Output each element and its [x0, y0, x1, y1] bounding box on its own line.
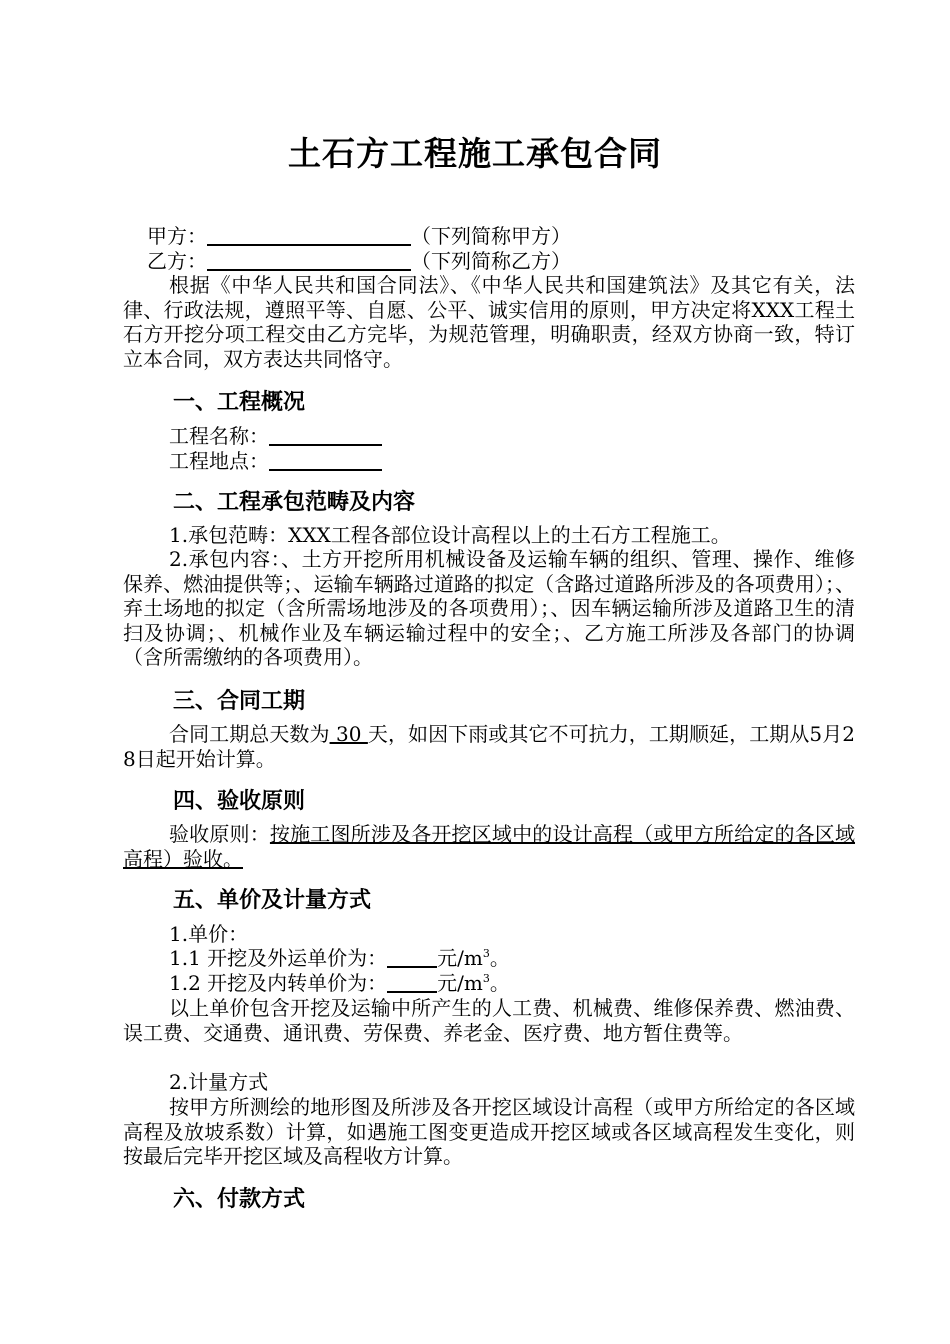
- project-location-blank: [269, 449, 382, 471]
- price-1-2-blank: [387, 971, 437, 993]
- unit-price-label: 1.单价：: [169, 922, 249, 946]
- party-a-line: [147, 224, 887, 249]
- project-location-line: [169, 449, 909, 474]
- section-2-heading: 二、工程承包范畴及内容: [173, 490, 416, 515]
- price-1-1-unit-sup: 3: [482, 947, 490, 960]
- duration-text-before: 合同工期总天数为: [169, 722, 330, 746]
- measure-label: 2.计量方式: [169, 1070, 269, 1094]
- price-1-2-unit-sup: 3: [482, 972, 490, 985]
- page-title: 土石方工程施工承包合同: [288, 134, 662, 173]
- party-b-line: [147, 249, 887, 274]
- measure-paragraph: 按甲方所测绘的地形图及所涉及各开挖区域设计高程（或甲方所给定的各区域高程及放坡系数）计算，如遇施工图变更造成开挖区域或各区域高程发生变化，则按最后完毕开挖区域及高程收方计算。: [123, 1095, 855, 1168]
- acceptance-text: 按施工图所涉及各开挖区域中的设计高程（或甲方所给定的各区域高程）验收。: [123, 822, 856, 871]
- project-name-blank: [269, 424, 382, 446]
- section-5-heading: 五、单价及计量方式: [173, 888, 372, 913]
- section-6-heading: 六、付款方式: [173, 1187, 306, 1212]
- price-1-1-blank: [387, 946, 437, 968]
- party-a-label: 甲方：: [147, 224, 207, 248]
- price-1-2-label: 1.2 开挖及内转单价为：: [169, 971, 388, 995]
- duration-days: 30: [329, 722, 368, 746]
- scope-item-1: 1.承包范畴：XXX工程各部位设计高程以上的土石方工程施工。: [169, 523, 731, 547]
- duration-text-after: 天，如因下雨或其它不可抗力，工期顺延，工期从5月28日起开始计算。: [123, 722, 856, 771]
- duration-paragraph: [123, 722, 855, 771]
- party-a-suffix: （下列简称甲方）: [411, 224, 571, 248]
- price-note-paragraph: 以上单价包含开挖及运输中所产生的人工费、机械费、维修保养费、燃油费、误工费、交通费、通讯费、劳保费、养老金、医疗费、地方暂住费等。: [123, 996, 855, 1045]
- party-b-label: 乙方：: [147, 249, 207, 273]
- party-b-suffix: （下列简称乙方）: [411, 249, 571, 273]
- party-a-blank: [207, 224, 411, 246]
- scope-item-2: 2.承包内容：、土方开挖所用机械设备及运输车辆的组织、管理、操作、维修保养、燃油提供等；、运输车辆路过道路的拟定（含路过道路所涉及的各项费用）；、弃土场地的拟定（含所需场地涉及的各项费用）；、因车辆运输所涉及道路卫生的清扫及协调；、机械作业及车辆运输过程中的安全；、乙方施工所涉及各部门的协调（含所需缴纳的各项费用）。: [123, 547, 855, 669]
- section-1-heading: 一、工程概况: [173, 390, 306, 415]
- project-name-line: [169, 424, 909, 449]
- price-1-1-end: 。: [489, 946, 510, 970]
- acceptance-paragraph: [123, 822, 855, 871]
- price-1-1-line: [169, 946, 909, 971]
- project-name-label: 工程名称：: [169, 424, 269, 448]
- intro-paragraph: 根据《中华人民共和国合同法》、《中华人民共和国建筑法》及其它有关，法律、行政法规，遵照平等、自愿、公平、诚实信用的原则，甲方决定将XXX工程土石方开挖分项工程交由乙方完毕，为规范管理，明确职责，经双方协商一致，特订立本合同，双方表达共同恪守。: [123, 273, 855, 371]
- price-1-1-label: 1.1 开挖及外运单价为：: [169, 946, 388, 970]
- price-1-2-unit: 元/m: [437, 971, 483, 995]
- acceptance-label: 验收原则：: [169, 822, 270, 846]
- price-1-1-unit: 元/m: [437, 946, 483, 970]
- section-3-heading: 三、合同工期: [173, 689, 306, 714]
- project-location-label: 工程地点：: [169, 449, 269, 473]
- section-4-heading: 四、验收原则: [173, 789, 306, 814]
- price-1-2-line: [169, 971, 909, 996]
- price-1-2-end: 。: [489, 971, 510, 995]
- party-b-blank: [207, 249, 411, 271]
